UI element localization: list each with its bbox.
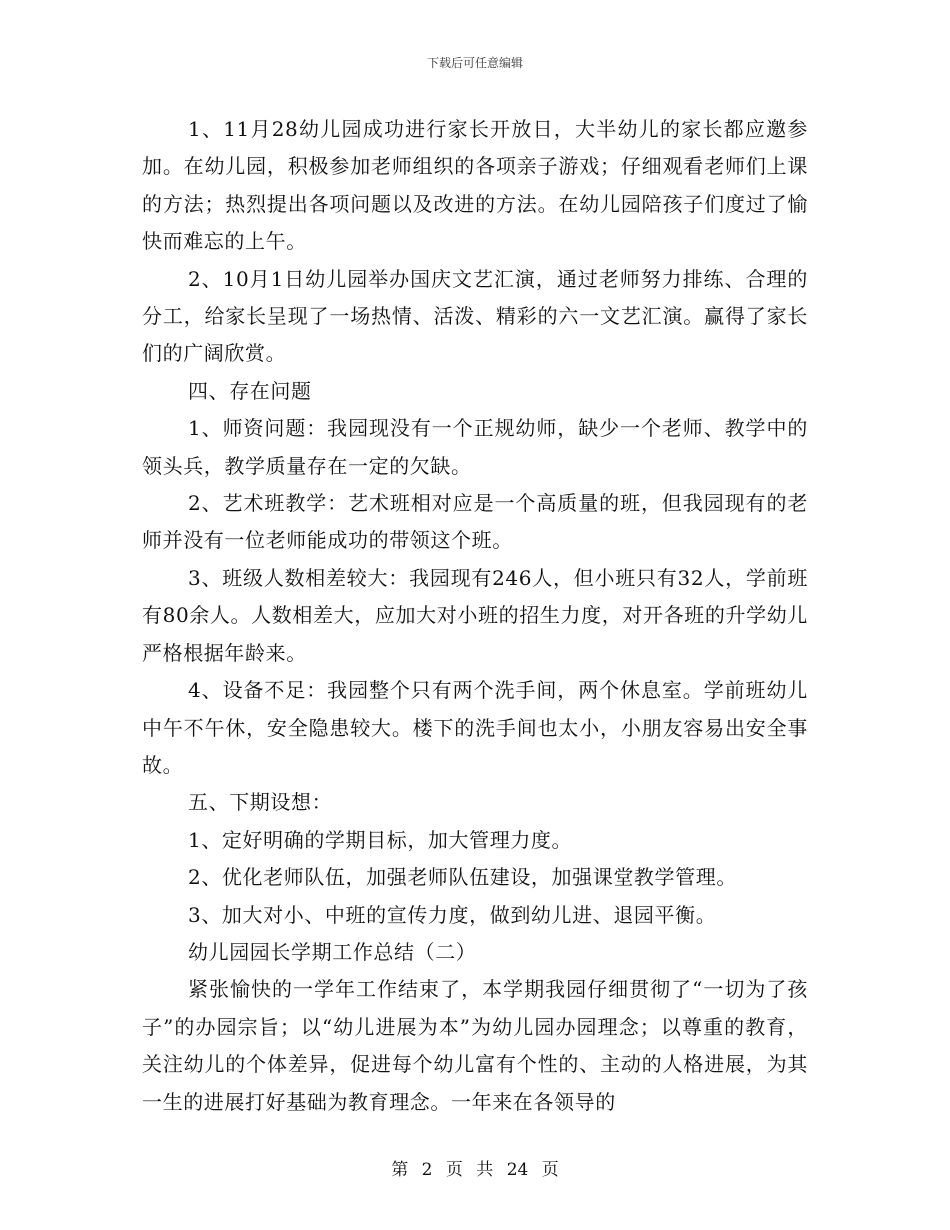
paragraph: 2、艺术班教学：艺术班相对应是一个高质量的班，但我园现有的老师并没有一位老师能成功的带领这个班。 [142, 491, 808, 553]
footer-total-word: 共 [476, 1160, 494, 1180]
total-pages-number: 24 [506, 1160, 529, 1180]
paragraph: 1、定好明确的学期目标，加大管理力度。 [188, 827, 573, 852]
page-footer [0, 1155, 950, 1180]
page-header: 下载后可任意编辑 [426, 56, 523, 70]
footer-suffix: 页 [541, 1160, 559, 1180]
footer-prefix: 第 [391, 1160, 409, 1180]
footer-page-word: 页 [445, 1160, 463, 1180]
current-page-number: 2 [421, 1160, 433, 1180]
section-heading: 五、下期设想： [188, 790, 333, 815]
article-title: 幼儿园园长学期工作总结（二） [188, 939, 477, 964]
document-body [142, 111, 808, 1121]
section-heading: 四、存在问题 [188, 378, 312, 403]
paragraph: 3、加大对小、中班的宣传力度，做到幼儿进、退园平衡。 [188, 902, 717, 927]
paragraph: 2、10月1日幼儿园举办国庆文艺汇演，通过老师努力排练、合理的分工，给家长呈现了一场热情、活泼、精彩的六一文艺汇演。赢得了家长们的广阔欣赏。 [142, 266, 808, 366]
paragraph: 紧张愉快的一学年工作结束了，本学期我园仔细贯彻了“一切为了孩子”的办园宗旨；以“幼儿进展为本”为幼儿园办园理念；以尊重的教育，关注幼儿的个体差异，促进每个幼儿富有个性的、主动的人格进展，为其一生的进展打好基础为教育理念。一年来在各领导的 [142, 977, 808, 1114]
paragraph: 2、优化老师队伍，加强老师队伍建设，加强课堂教学管理。 [188, 865, 737, 890]
paragraph: 4、设备不足：我园整个只有两个洗手间，两个休息室。学前班幼儿中午不午休，安全隐患较大。楼下的洗手间也太小，小朋友容易出安全事故。 [142, 678, 808, 777]
paragraph: 3、班级人数相差较大：我园现有246人，但小班只有32人，学前班有80余人。人数相差大，应加大对小班的招生力度，对开各班的升学幼儿严格根据年龄来。 [142, 565, 808, 665]
paragraph: 1、师资问题：我园现没有一个正规幼师，缺少一个老师、教学中的领头兵，教学质量存在一定的欠缺。 [142, 416, 808, 478]
paragraph: 1、11月28幼儿园成功进行家长开放日，大半幼儿的家长都应邀参加。在幼儿园，积极参加老师组织的各项亲子游戏；仔细观看老师们上课的方法；热烈提出各项问题以及改进的方法。在幼儿园陪孩子们度过了愉快而难忘的上午。 [142, 117, 808, 254]
